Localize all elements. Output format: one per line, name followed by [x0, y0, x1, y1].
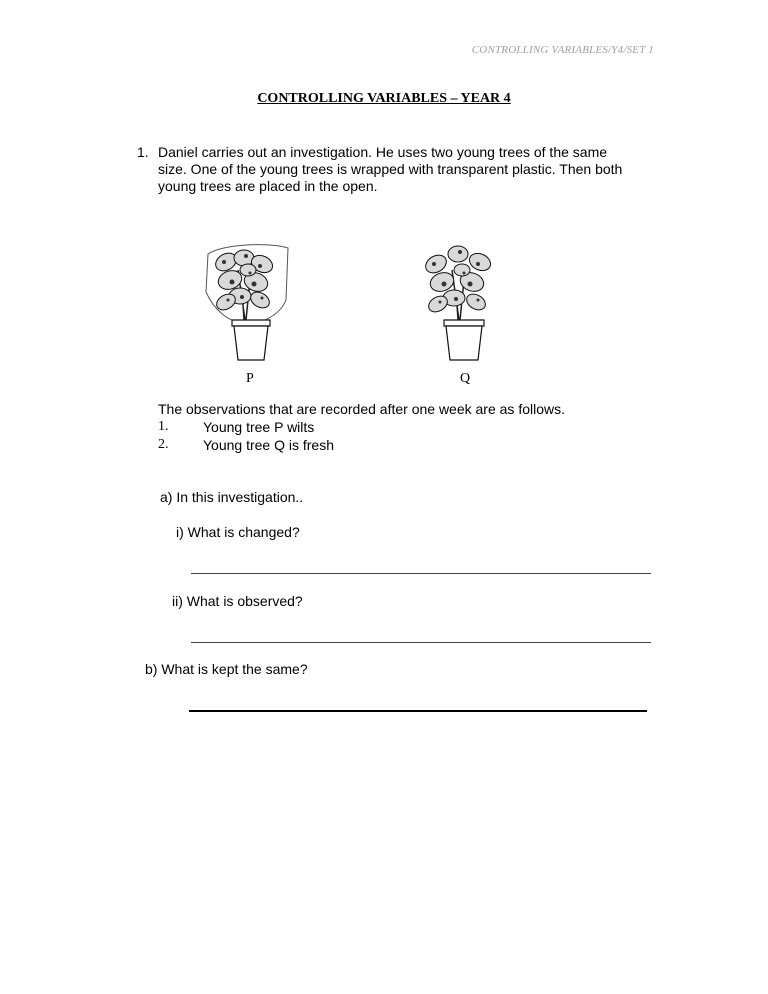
part-a-i-question: i) What is changed? [176, 524, 300, 540]
potted-plant-icon [414, 240, 506, 366]
worksheet-title: CONTROLLING VARIABLES – YEAR 4 [257, 91, 511, 106]
potted-plant-wrapped-icon [200, 240, 292, 366]
answer-line-a-ii[interactable] [191, 642, 651, 643]
figure-label-q: Q [460, 371, 471, 386]
answer-line-b[interactable] [189, 710, 647, 712]
figure-label-p: P [246, 371, 254, 386]
observations-intro: The observations that are recorded after one week are as follows. [158, 401, 565, 417]
plant-p-figure [200, 240, 292, 371]
plant-q-figure [414, 240, 506, 371]
observation-number: 1. [158, 419, 169, 434]
observation-text: Young tree P wilts [203, 419, 315, 435]
observation-text: Young tree Q is fresh [203, 437, 335, 453]
part-a-prompt: a) In this investigation.. [160, 489, 304, 505]
observation-number: 2. [158, 437, 169, 452]
part-a-ii-question: ii) What is observed? [172, 593, 303, 609]
question-number: 1. [137, 144, 149, 160]
page-header-code: CONTROLLING VARIABLES/Y4/SET 1 [471, 44, 654, 56]
question-text: Daniel carries out an investigation. He uses two young trees of the same size. One of the young trees is wrapped with transparent plastic. Then both young trees are placed in the open. [158, 144, 623, 194]
part-b-question: b) What is kept the same? [145, 661, 308, 677]
answer-line-a-i[interactable] [191, 573, 651, 574]
